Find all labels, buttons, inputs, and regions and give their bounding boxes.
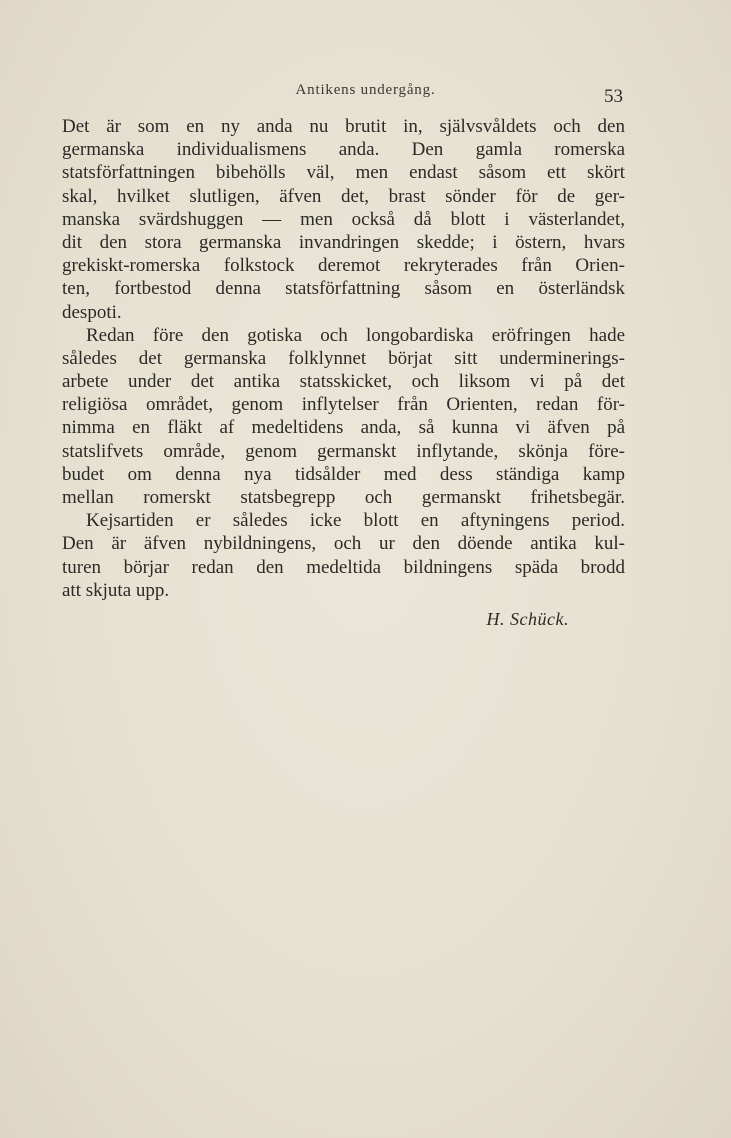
text-line: grekiskt-romerska folkstock deremot rekryterades från Orien- [62, 255, 625, 277]
text-line: arbete under det antika statsskicket, och liksom vi på det [62, 371, 625, 393]
text-line: Redan före den gotiska och longobardiska eröfringen hade [86, 324, 625, 346]
page-number: 53 [604, 86, 623, 107]
text-line: Kejsartiden er således icke blott en aftyningens period. [86, 510, 625, 532]
text-line: ten, fortbestod denna statsförfattning såsom en österländsk [62, 278, 625, 300]
author-signature: H. Schück. [486, 608, 569, 629]
text-line: turen börjar redan den medeltida bildningens späda brodd [62, 556, 625, 578]
text-line: despoti. [62, 301, 122, 323]
body-text [62, 115, 625, 632]
text-line: germanska individualismens anda. Den gamla romerska [62, 139, 625, 161]
text-line: Det är som en ny anda nu brutit in, självsvåldets och den [62, 116, 625, 137]
text-line: nimma en fläkt af medeltidens anda, så kunna vi äfven på [62, 417, 625, 439]
text-line: dit den stora germanska invandringen skedde; i östern, hvars [62, 231, 625, 253]
text-line: religiösa området, genom inflytelser från Orienten, redan för- [62, 394, 625, 416]
paragraph [62, 115, 625, 324]
text-line: budet om denna nya tidsålder med dess ständiga kamp [62, 463, 625, 485]
text-line: Den är äfven nybildningens, och ur den döende antika kul- [62, 533, 625, 555]
text-line: mellan romerskt statsbegrepp och germanskt frihetsbegär. [62, 487, 625, 508]
text-line: att skjuta upp. [62, 579, 170, 601]
text-line: således det germanska folklynnet börjat sitt underminerings- [62, 347, 625, 369]
text-line: statslifvets område, genom germanskt inflytande, skönja före- [62, 440, 625, 462]
text-line: manska svärdshuggen — men också då blott i västerlandet, [62, 208, 625, 230]
text-line: skal, hvilket slutligen, äfven det, brast sönder för de ger- [62, 185, 625, 207]
paragraph [62, 324, 625, 510]
running-head: Antikens undergång. [295, 82, 436, 98]
paragraph [62, 509, 625, 602]
text-line: statsförfattningen bibehölls väl, men endast såsom ett skört [62, 162, 625, 184]
